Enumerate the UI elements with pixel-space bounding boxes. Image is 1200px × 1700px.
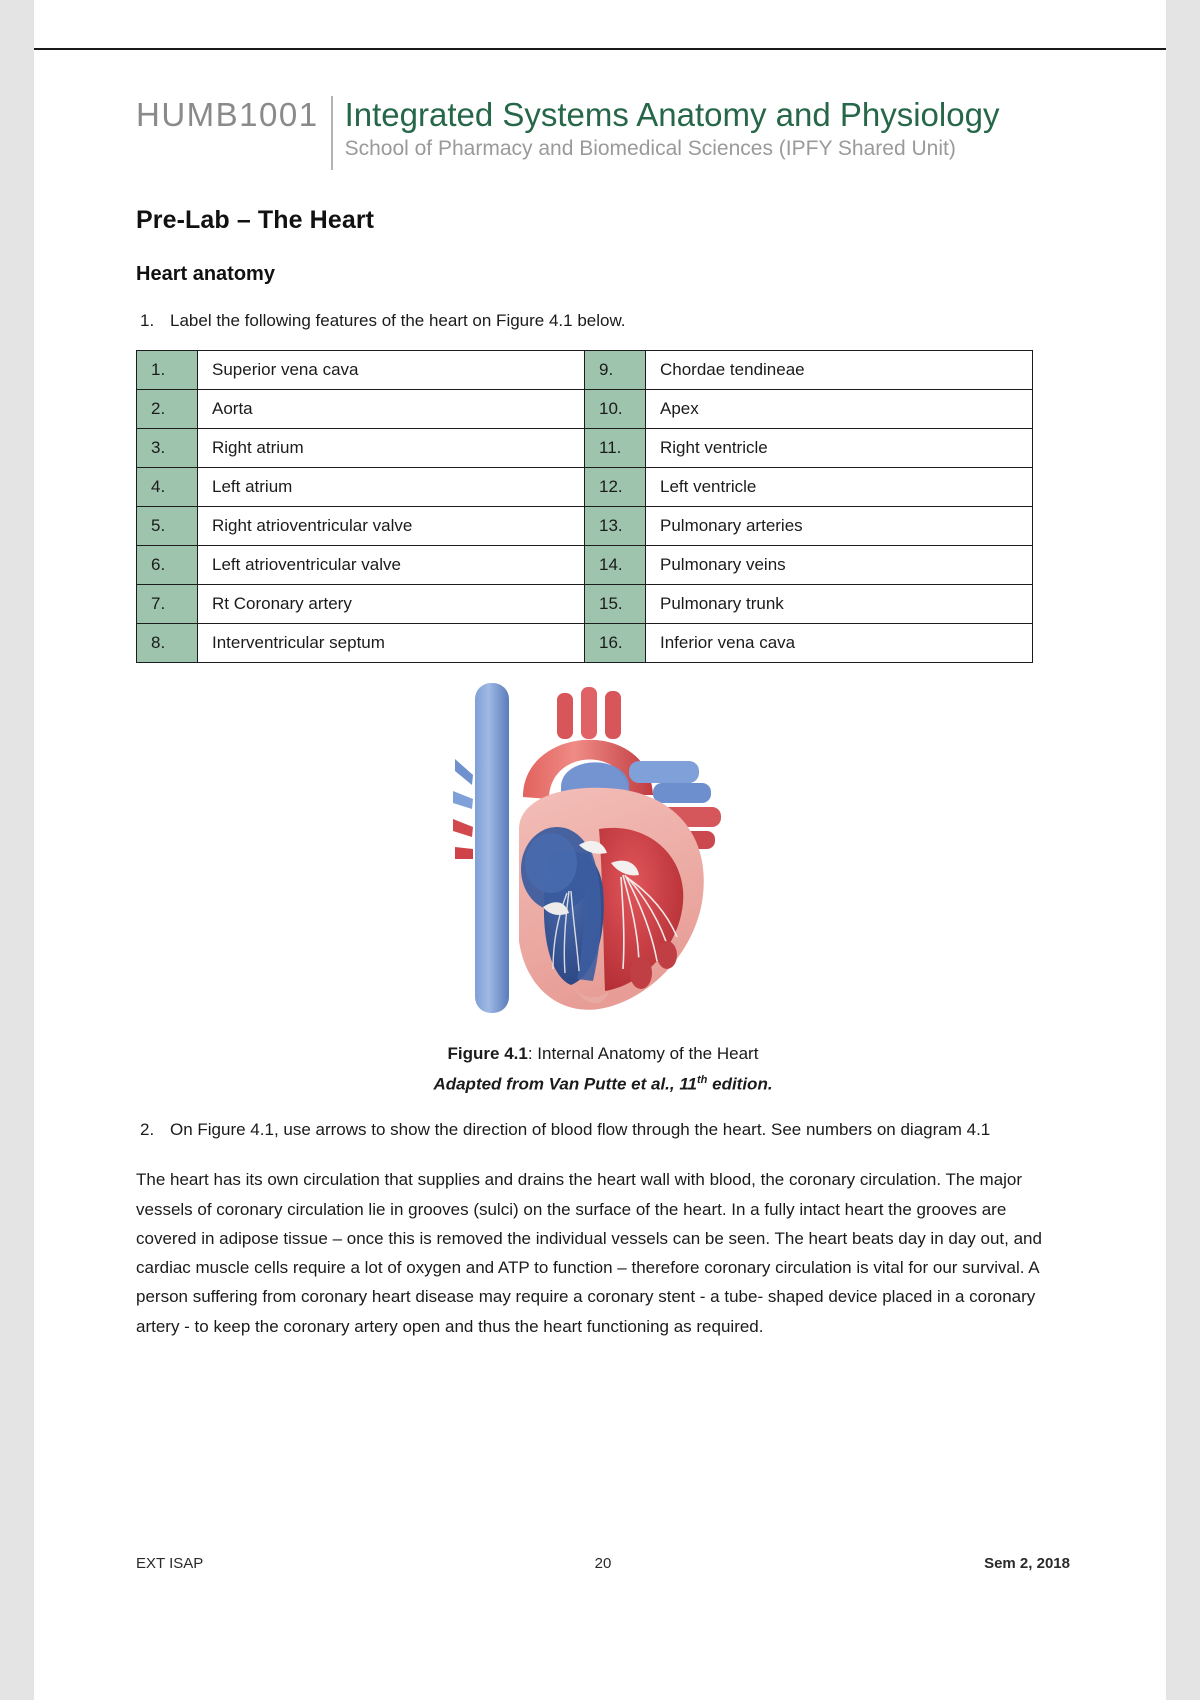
course-banner [136, 96, 1070, 184]
figure-credit [136, 1074, 1070, 1095]
row-label-left: Right atrium [198, 429, 585, 468]
row-label-left: Interventricular septum [198, 624, 585, 663]
question-number-2: 2. [140, 1120, 155, 1139]
row-number-right: 16. [585, 624, 646, 663]
question-text-1: Label the following features of the heart on Figure 4.1 below. [170, 311, 626, 330]
table-row [137, 468, 1033, 507]
row-label-right: Apex [646, 390, 1033, 429]
table-body [137, 351, 1033, 663]
page-title: Pre-Lab – The Heart [136, 206, 375, 234]
row-number-right: 12. [585, 468, 646, 507]
banner-text-block [345, 97, 1000, 161]
coronary-circulation-paragraph: The heart has its own circulation that supplies and drains the heart wall with blood, the coronary circulation. The major vessels of coronary circulation lie in grooves (sulci) on the surface of the heart. In a fully intact heart the grooves are covered in adipose tissue – once this is removed the individual vessels can be seen. The heart beats day in day out, and cardiac muscle cells require a lot of oxygen and ATP to function – therefore coronary circulation is vital for our survival. A person suffering from coronary heart disease may require a coronary stent - a tube- shaped device placed in a coronary artery - to keep the coronary artery open and thus the heart functioning as required. [136, 1170, 1042, 1336]
row-number-right: 9. [585, 351, 646, 390]
row-number-left: 3. [137, 429, 198, 468]
question-item-1 [136, 308, 1070, 334]
row-number-left: 5. [137, 507, 198, 546]
question-item-2 [136, 1117, 1070, 1143]
school-line: School of Pharmacy and Biomedical Sciences (IPFY Shared Unit) [344, 136, 956, 160]
table-row [137, 390, 1033, 429]
table-row [137, 546, 1033, 585]
course-code: HUMB1001 [136, 96, 319, 133]
row-number-left: 8. [137, 624, 198, 663]
banner-row [136, 96, 1070, 170]
heart-anatomy-illustration [453, 679, 753, 1029]
course-title: Integrated Systems Anatomy and Physiology [344, 96, 1000, 133]
table-row [137, 507, 1033, 546]
row-label-right: Pulmonary veins [646, 546, 1033, 585]
row-number-left: 6. [137, 546, 198, 585]
row-label-left: Rt Coronary artery [198, 585, 585, 624]
table-row [137, 585, 1033, 624]
footer-right-text: Sem 2, 2018 [984, 1555, 1070, 1572]
figure-caption [136, 1044, 1070, 1064]
row-label-right: Pulmonary arteries [646, 507, 1033, 546]
row-number-left: 1. [137, 351, 198, 390]
row-label-right: Inferior vena cava [646, 624, 1033, 663]
row-number-right: 10. [585, 390, 646, 429]
figure-credit-suffix: edition. [707, 1075, 773, 1094]
figure-credit-superscript: th [697, 1074, 708, 1087]
heart-diagram [453, 679, 753, 1034]
section-heading: Heart anatomy [136, 263, 275, 285]
row-label-left: Left atrium [198, 468, 585, 507]
row-label-right: Right ventricle [646, 429, 1033, 468]
row-number-left: 2. [137, 390, 198, 429]
table-row [137, 624, 1033, 663]
header-rule [34, 48, 1166, 50]
row-number-right: 15. [585, 585, 646, 624]
page-sheet [34, 0, 1166, 1700]
row-label-left: Aorta [198, 390, 585, 429]
row-number-right: 11. [585, 429, 646, 468]
row-label-right: Left ventricle [646, 468, 1033, 507]
figure-caption-text: : Internal Anatomy of the Heart [527, 1044, 759, 1064]
footer-left-text: EXT ISAP [136, 1555, 204, 1572]
page-gutter-left [0, 0, 34, 1700]
row-label-right: Pulmonary trunk [646, 585, 1033, 624]
figure-block [136, 679, 1070, 1095]
row-label-left: Right atrioventricular valve [198, 507, 585, 546]
figure-caption-label: Figure 4.1 [447, 1044, 528, 1064]
row-number-left: 4. [137, 468, 198, 507]
question-text-2: On Figure 4.1, use arrows to show the direction of blood flow through the heart. See numbers on diagram 4.1 [170, 1120, 991, 1139]
footer-page-number: 20 [594, 1555, 612, 1572]
banner-divider [331, 96, 333, 170]
figure-credit-prefix: Adapted from Van Putte et al., 11 [433, 1075, 697, 1094]
table-row [137, 429, 1033, 468]
row-label-right: Chordae tendineae [646, 351, 1033, 390]
question-number-1: 1. [140, 311, 155, 330]
row-number-right: 13. [585, 507, 646, 546]
row-label-left: Superior vena cava [198, 351, 585, 390]
page-gutter-right [1166, 0, 1200, 1700]
row-number-right: 14. [585, 546, 646, 585]
page-content [136, 96, 1070, 1341]
heart-label-table [136, 350, 1033, 663]
row-number-left: 7. [137, 585, 198, 624]
table-row [137, 351, 1033, 390]
row-label-left: Left atrioventricular valve [198, 546, 585, 585]
page-footer [136, 1555, 1070, 1572]
